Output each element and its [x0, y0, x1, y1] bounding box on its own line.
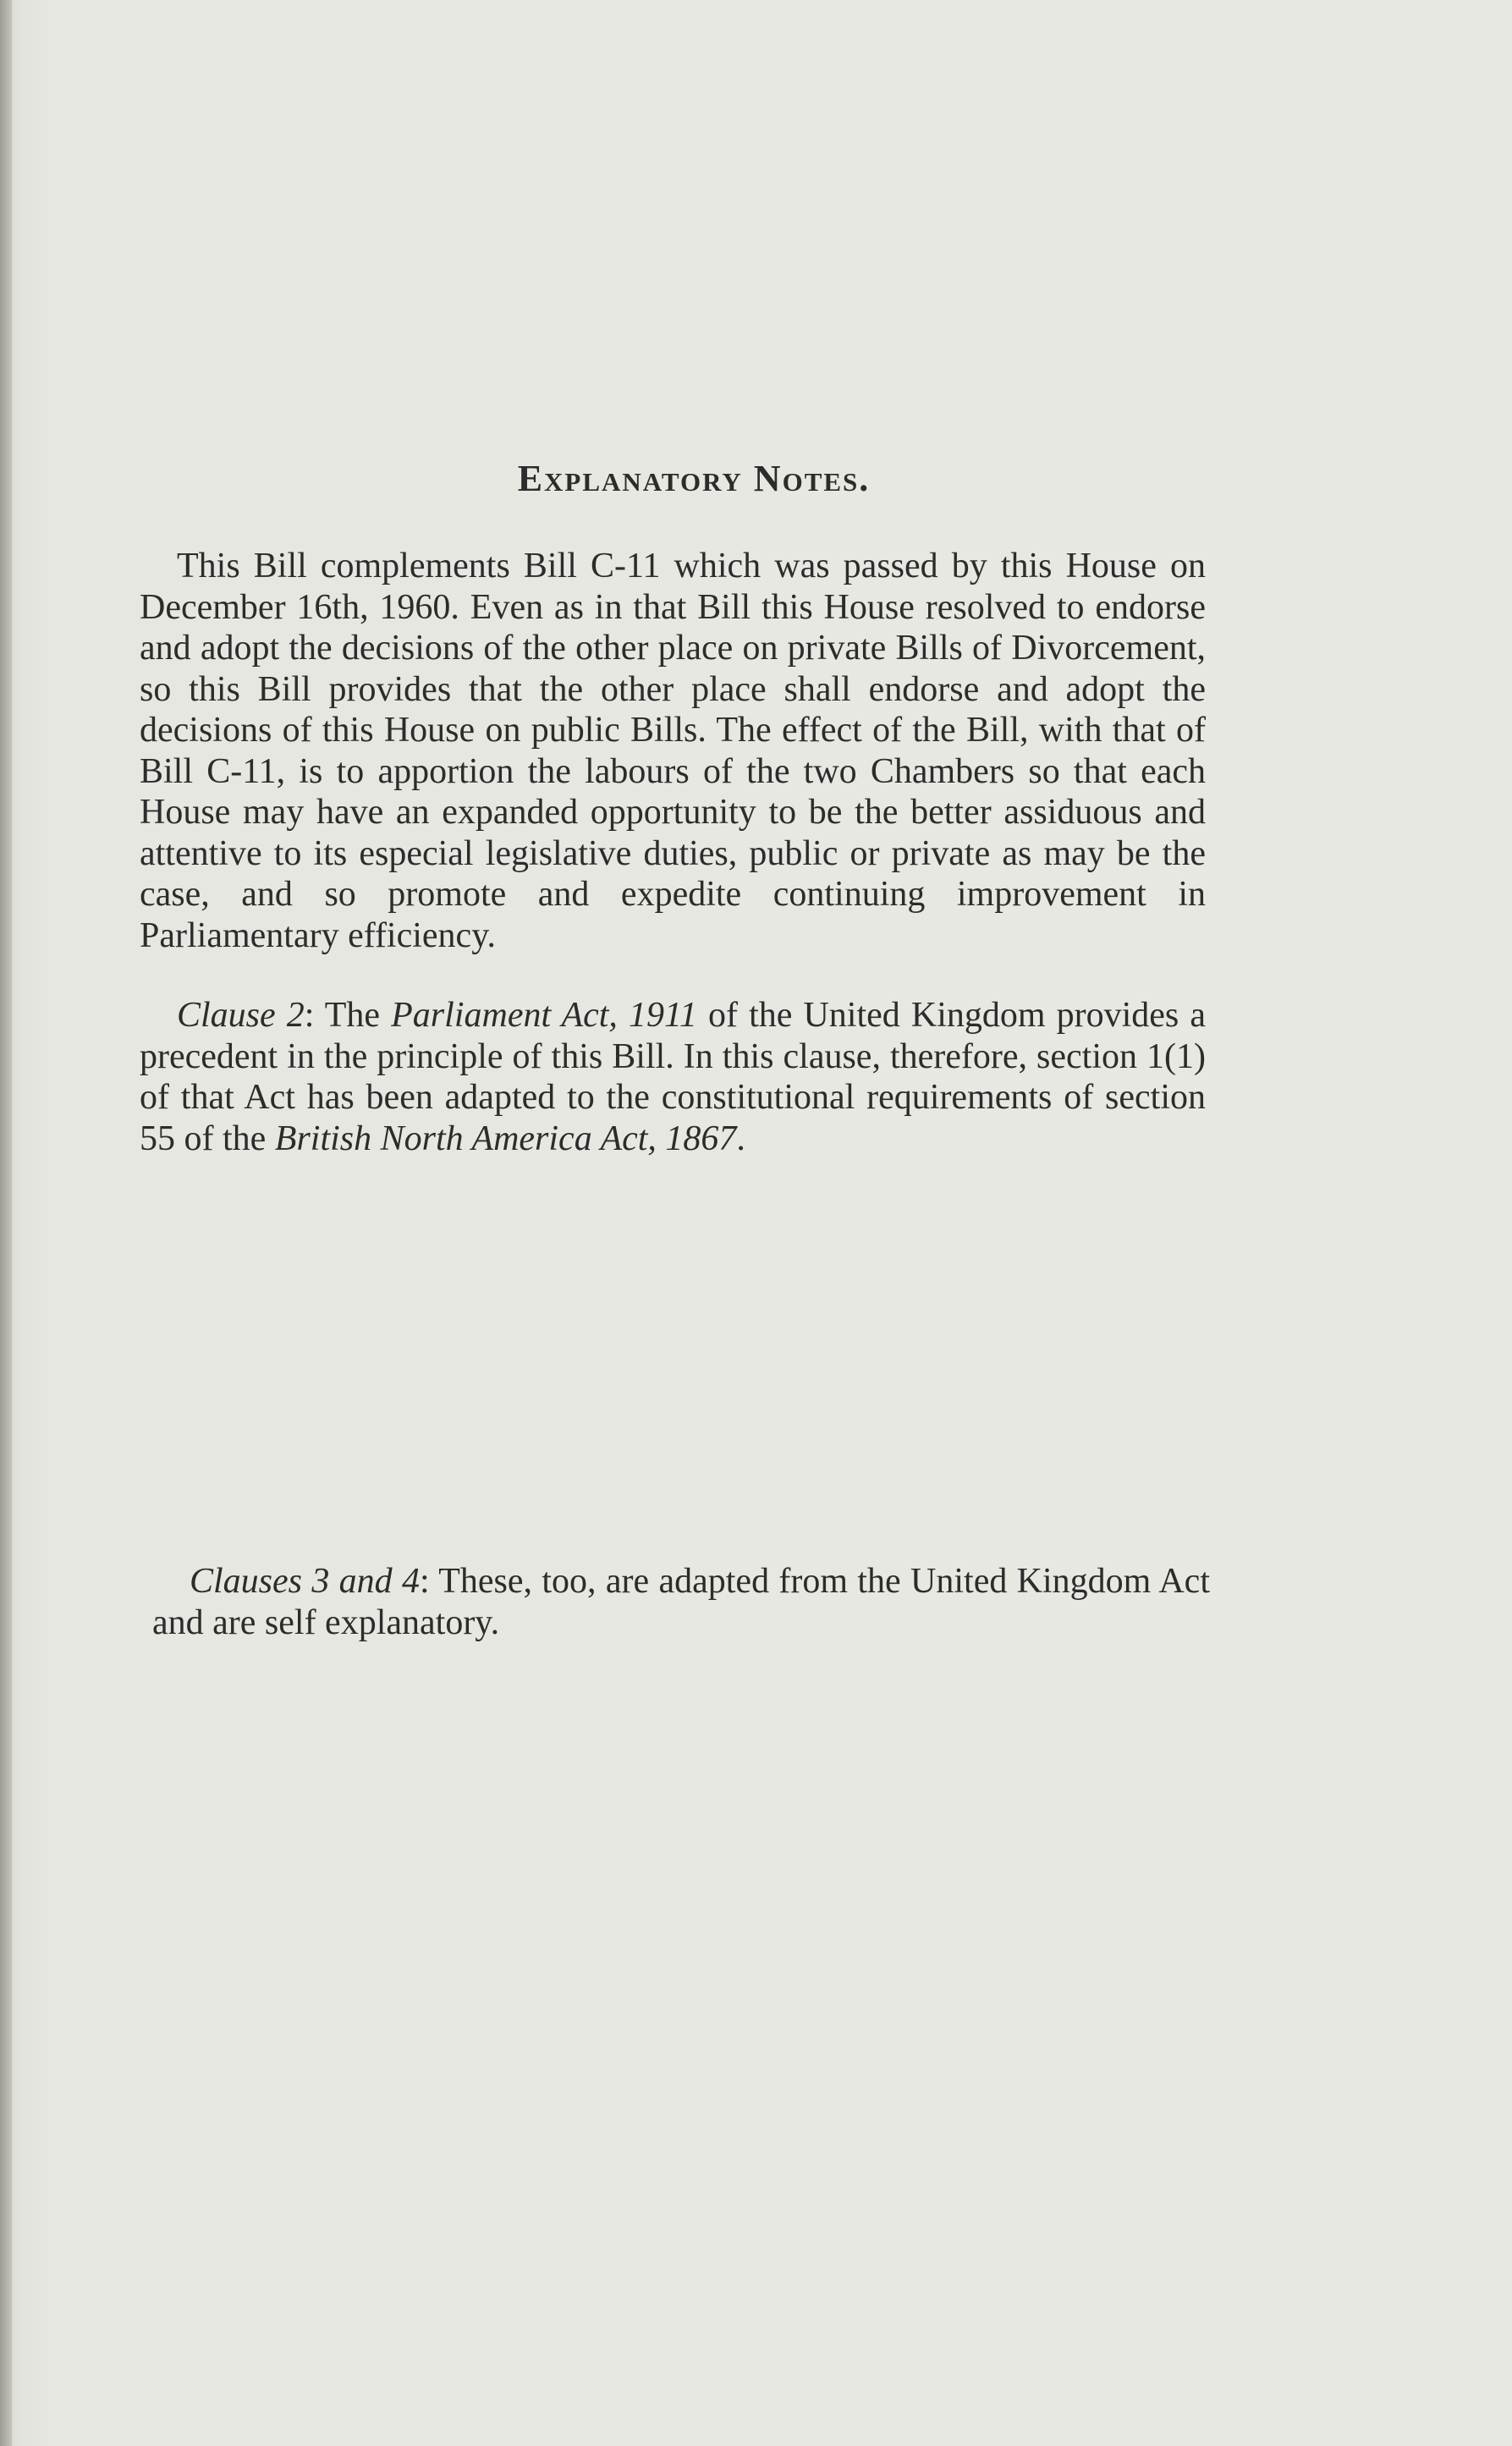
explanatory-notes — [140, 457, 1206, 1159]
page-gutter — [0, 0, 12, 2446]
clauses-3-4-label: Clauses 3 and 4 — [190, 1562, 421, 1601]
notes-heading: Explanatory Notes. — [517, 458, 871, 499]
bna-act-title: British North America Act, 1867 — [274, 1119, 737, 1158]
clause-2-text-a: : The — [304, 996, 392, 1035]
clauses-3-4-text: : These, too, are adapted from the United Kingdom Act and are self explanatory. — [152, 1562, 1210, 1642]
clause-2-text-b: of the United Kingdom provides a precedent in the principle of this Bill. In this clause, therefore, section 1(1) of that Act has been adapted to the constitutional requirements of section 55 of the — [140, 996, 1206, 1158]
clause-2-label: Clause 2 — [177, 996, 305, 1035]
clause-2-text-c: . — [736, 1119, 745, 1158]
intro-paragraph: This Bill complements Bill C-11 which was passed by this House on December 16th, 1960. Even as in that Bill this House resolved to endorse and adopt the decisions of the other place on private Bills of Divorcement, so this Bill provides that the other place shall endorse and adopt the decisions of this House on public Bills. The effect of the Bill, with that of Bill C-11, is to apportion the labours of the two Chambers so that each House may have an expanded opportunity to be the better assiduous and attentive to its especial legislative duties, public or private as may be the case, and so promote and expedite continuing improvement in Parliamentary efficiency. — [140, 547, 1206, 955]
clause-2-paragraph — [140, 995, 1206, 1159]
clauses-3-4-paragraph — [152, 1561, 1210, 1643]
parliament-act-title: Parliament Act, 1911 — [391, 996, 697, 1035]
